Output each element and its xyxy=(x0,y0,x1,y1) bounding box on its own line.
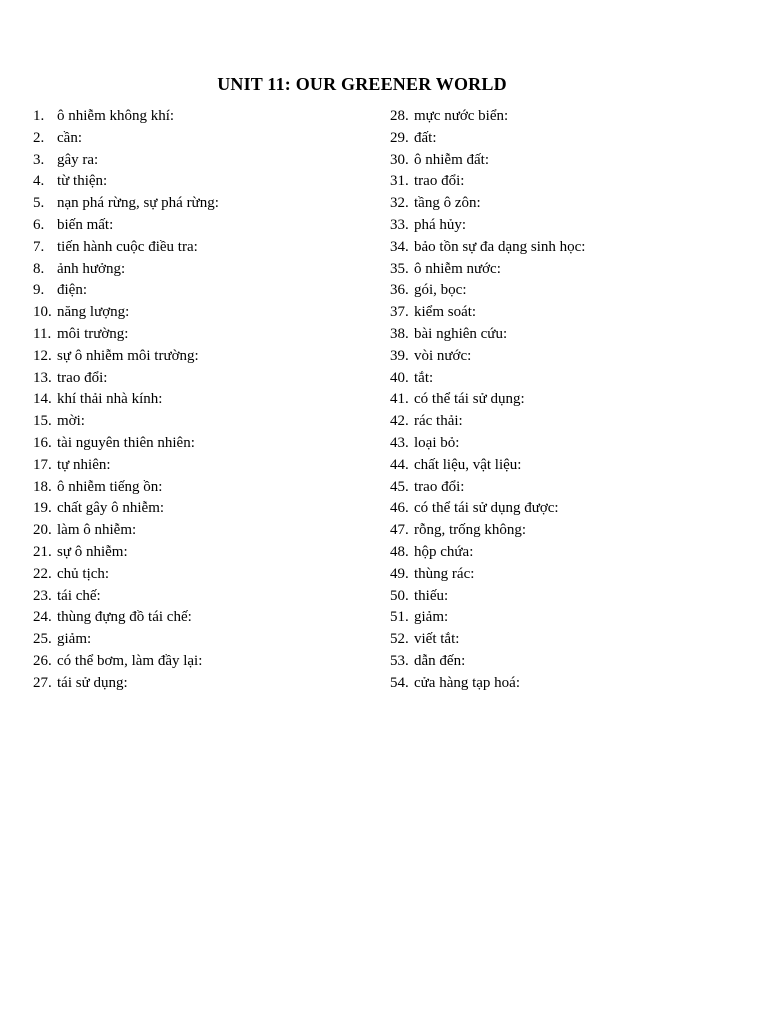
list-item xyxy=(390,280,750,302)
list-item xyxy=(33,477,373,499)
item-term: ô nhiễm tiếng ồn: xyxy=(57,478,163,495)
item-number: 47. xyxy=(390,522,409,539)
item-number: 46. xyxy=(390,500,409,517)
list-item xyxy=(390,346,750,368)
item-term: có thể tái sử dụng được: xyxy=(414,500,559,517)
item-term: gây ra: xyxy=(57,151,99,168)
item-number: 6. xyxy=(33,216,45,233)
list-item xyxy=(33,520,373,542)
list-item xyxy=(390,477,750,499)
item-term: làm ô nhiễm: xyxy=(57,522,137,539)
list-item xyxy=(33,586,373,608)
item-number: 2. xyxy=(33,129,45,146)
list-item xyxy=(33,150,373,172)
list-item xyxy=(33,302,373,324)
item-term: tầng ô zôn: xyxy=(414,195,481,212)
list-item xyxy=(390,193,750,215)
item-number: 12. xyxy=(33,347,52,364)
list-item xyxy=(390,607,750,629)
item-term: nạn phá rừng, sự phá rừng: xyxy=(57,195,219,212)
item-term: dẫn đến: xyxy=(414,652,466,669)
item-number: 45. xyxy=(390,478,409,495)
item-term: ô nhiễm đất: xyxy=(414,151,489,168)
list-item xyxy=(33,455,373,477)
list-item xyxy=(33,542,373,564)
list-item xyxy=(33,215,373,237)
item-term: đất: xyxy=(414,129,437,146)
item-number: 17. xyxy=(33,456,52,473)
item-term: ô nhiễm nước: xyxy=(414,260,501,277)
list-item xyxy=(33,673,373,695)
item-number: 42. xyxy=(390,413,409,430)
item-term: cần: xyxy=(57,129,82,146)
item-term: bảo tồn sự đa dạng sinh học: xyxy=(414,238,586,255)
list-item xyxy=(390,455,750,477)
item-number: 54. xyxy=(390,674,409,691)
item-term: tự nhiên: xyxy=(57,456,111,473)
list-item xyxy=(33,498,373,520)
item-number: 25. xyxy=(33,631,52,648)
list-item xyxy=(390,498,750,520)
item-term: mời: xyxy=(57,413,85,430)
item-term: năng lượng: xyxy=(57,304,130,321)
item-term: môi trường: xyxy=(57,325,129,342)
list-item xyxy=(33,171,373,193)
item-number: 18. xyxy=(33,478,52,495)
vocab-list-left xyxy=(33,106,373,695)
vocab-list-right xyxy=(390,106,750,695)
item-number: 52. xyxy=(390,631,409,648)
list-item xyxy=(390,259,750,281)
list-item xyxy=(33,411,373,433)
item-number: 35. xyxy=(390,260,409,277)
item-term: chất liệu, vật liệu: xyxy=(414,456,522,473)
item-term: sự ô nhiễm: xyxy=(57,543,128,560)
item-number: 50. xyxy=(390,587,409,604)
item-number: 7. xyxy=(33,238,45,255)
list-item xyxy=(33,106,373,128)
item-number: 51. xyxy=(390,609,409,626)
list-item xyxy=(390,411,750,433)
item-term: giảm: xyxy=(414,609,449,626)
list-item xyxy=(390,128,750,150)
list-item xyxy=(33,651,373,673)
item-number: 19. xyxy=(33,500,52,517)
item-term: cửa hàng tạp hoá: xyxy=(414,674,521,691)
item-term: gói, bọc: xyxy=(414,282,467,299)
list-item xyxy=(390,368,750,390)
item-number: 13. xyxy=(33,369,52,386)
item-term: có thể bơm, làm đầy lại: xyxy=(57,652,203,669)
item-number: 28. xyxy=(390,108,409,124)
item-term: bài nghiên cứu: xyxy=(414,325,508,342)
item-term: chủ tịch: xyxy=(57,565,110,582)
list-item xyxy=(33,237,373,259)
item-number: 22. xyxy=(33,565,52,582)
item-term: thùng rác: xyxy=(414,565,475,582)
item-number: 29. xyxy=(390,129,409,146)
item-number: 31. xyxy=(390,173,409,190)
list-item xyxy=(390,542,750,564)
item-term: rỗng, trống không: xyxy=(414,522,527,539)
item-number: 3. xyxy=(33,151,45,168)
item-term: có thể tái sử dụng: xyxy=(414,391,525,408)
item-number: 23. xyxy=(33,587,52,604)
item-term: loại bỏ: xyxy=(414,434,460,451)
list-item xyxy=(390,215,750,237)
item-number: 26. xyxy=(33,652,52,669)
item-number: 40. xyxy=(390,369,409,386)
item-term: tái chế: xyxy=(57,587,101,604)
item-term: biến mất: xyxy=(57,216,114,233)
item-term: tiến hành cuộc điều tra: xyxy=(57,238,198,255)
item-term: trao đổi: xyxy=(414,478,465,495)
item-number: 38. xyxy=(390,325,409,342)
item-number: 8. xyxy=(33,260,45,277)
item-number: 36. xyxy=(390,282,409,299)
list-item xyxy=(390,302,750,324)
list-item xyxy=(33,433,373,455)
list-item xyxy=(33,128,373,150)
item-term: giảm: xyxy=(57,631,92,648)
item-term: thiếu: xyxy=(414,587,449,604)
item-term: tài nguyên thiên nhiên: xyxy=(57,434,195,451)
list-item xyxy=(390,520,750,542)
list-item xyxy=(33,324,373,346)
item-number: 9. xyxy=(33,282,45,299)
item-number: 11. xyxy=(33,325,52,342)
page-title: UNIT 11: OUR GREENER WORLD xyxy=(217,74,507,94)
item-number: 16. xyxy=(33,434,52,451)
list-item xyxy=(390,586,750,608)
item-number: 43. xyxy=(390,434,409,451)
list-item xyxy=(390,150,750,172)
item-term: trao đổi: xyxy=(414,173,465,190)
item-number: 10. xyxy=(33,304,52,321)
list-item xyxy=(390,433,750,455)
list-item xyxy=(390,629,750,651)
item-number: 1. xyxy=(33,108,45,124)
item-term: ô nhiễm không khí: xyxy=(57,108,175,124)
list-item xyxy=(33,368,373,390)
list-item xyxy=(33,564,373,586)
list-item xyxy=(33,629,373,651)
list-item xyxy=(33,259,373,281)
item-number: 41. xyxy=(390,391,409,408)
list-item xyxy=(390,237,750,259)
item-number: 34. xyxy=(390,238,409,255)
item-term: từ thiện: xyxy=(57,173,108,190)
item-number: 33. xyxy=(390,216,409,233)
item-number: 5. xyxy=(33,195,45,212)
list-item xyxy=(33,193,373,215)
item-term: tắt: xyxy=(414,369,434,386)
item-term: vòi nước: xyxy=(414,347,472,364)
item-term: hộp chứa: xyxy=(414,543,474,560)
list-item xyxy=(390,564,750,586)
list-item xyxy=(33,346,373,368)
item-term: viết tắt: xyxy=(414,631,460,648)
item-term: thùng đựng đồ tái chế: xyxy=(57,609,192,626)
item-term: rác thải: xyxy=(414,413,463,430)
item-number: 53. xyxy=(390,652,409,669)
list-item xyxy=(390,651,750,673)
item-term: chất gây ô nhiễm: xyxy=(57,500,165,517)
item-number: 48. xyxy=(390,543,409,560)
item-term: phá hủy: xyxy=(414,216,467,233)
list-item xyxy=(390,673,750,695)
item-number: 14. xyxy=(33,391,52,408)
item-number: 27. xyxy=(33,674,52,691)
item-term: trao đổi: xyxy=(57,369,108,386)
item-term: tái sử dụng: xyxy=(57,674,128,691)
item-number: 4. xyxy=(33,173,45,190)
item-term: khí thải nhà kính: xyxy=(57,391,163,408)
list-item xyxy=(33,280,373,302)
item-number: 20. xyxy=(33,522,52,539)
item-term: điện: xyxy=(57,282,87,299)
item-number: 44. xyxy=(390,456,409,473)
list-item xyxy=(390,324,750,346)
item-number: 32. xyxy=(390,195,409,212)
item-term: kiểm soát: xyxy=(414,304,477,321)
item-number: 39. xyxy=(390,347,409,364)
list-item xyxy=(33,389,373,411)
item-number: 15. xyxy=(33,413,52,430)
list-item xyxy=(390,389,750,411)
list-item xyxy=(33,607,373,629)
item-number: 37. xyxy=(390,304,409,321)
item-term: ảnh hưởng: xyxy=(57,260,126,277)
item-number: 49. xyxy=(390,565,409,582)
item-number: 30. xyxy=(390,151,409,168)
item-term: mực nước biển: xyxy=(414,108,509,124)
item-number: 21. xyxy=(33,543,52,560)
item-term: sự ô nhiễm môi trường: xyxy=(57,347,199,364)
item-number: 24. xyxy=(33,609,52,626)
list-item xyxy=(390,171,750,193)
list-item xyxy=(390,106,750,128)
